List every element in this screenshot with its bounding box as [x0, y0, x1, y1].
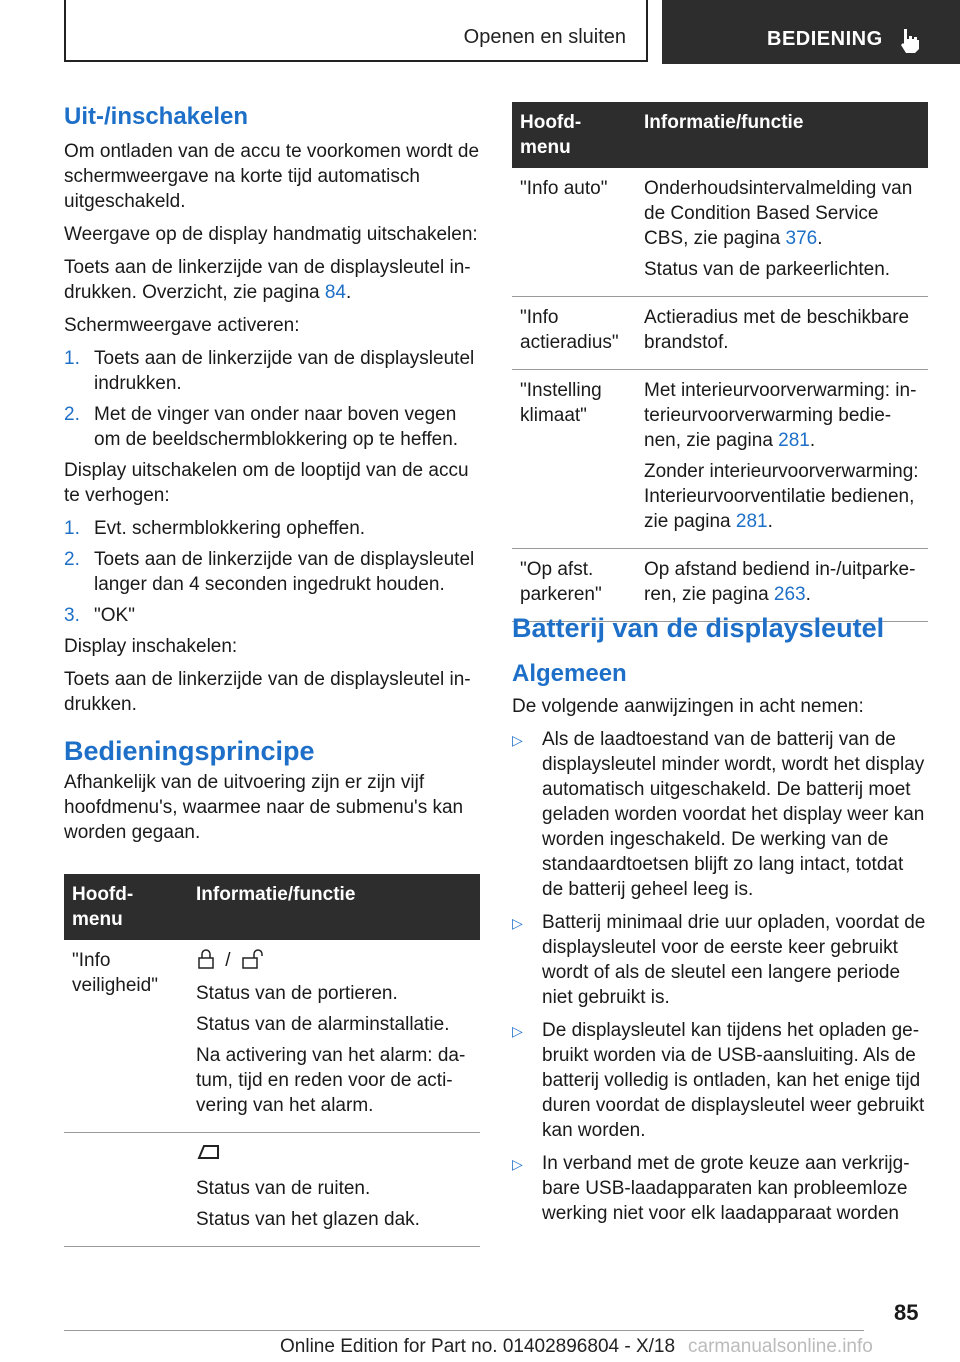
- list-item: ▷ Als de laadtoestand van de batterij van de displaysleutel minder wordt, wordt het display automatisch uitgeschakeld. De batterij moet geladen worden voordat het display weer kan worden ingeschakeld. De werking van de standaardtoetsen blijft zo lang intact, totdat de batterij geheel leeg is.: [512, 729, 925, 900]
- table-header-menu: Hoofd-menu: [64, 874, 188, 940]
- table-row: [64, 1133, 480, 1247]
- window-icon: [196, 1141, 222, 1161]
- info-cell: Status van de ruiten. Status van het glazen dak.: [188, 1133, 480, 1247]
- paragraph: Display inschakelen:: [64, 636, 238, 657]
- triangle-bullet-icon: ▷: [512, 732, 523, 748]
- heading-batterij: Batterij van de displaysleutel: [512, 613, 885, 643]
- menu-cell: "Info veiligheid": [64, 940, 188, 1133]
- paragraph: Afhankelijk van de uitvoering zijn er zijn vijf hoofdmenu's, waarmee naar de submenu's kan worden gegaan.: [64, 772, 464, 843]
- menu-cell: "Info auto": [512, 168, 636, 297]
- table-row: [512, 370, 928, 549]
- table-header-menu: Hoofd-menu: [512, 102, 636, 168]
- list-item: 3. "OK": [64, 605, 135, 626]
- page-number: 85: [894, 1300, 919, 1325]
- watermark: carmanualsonline.info: [688, 1336, 873, 1357]
- menu-cell: "Instelling klimaat": [512, 370, 636, 549]
- list-item: ▷ In verband met de grote keuze aan verkrijg-bare USB-laadapparaten kan probleemloze werking niet voor elk laadapparaat worden: [512, 1153, 910, 1224]
- paragraph: Display uitschakelen om de looptijd van de accu te verhogen:: [64, 460, 469, 506]
- table-row: [512, 297, 928, 370]
- page-link-281[interactable]: 281: [778, 430, 810, 451]
- paragraph: Toets aan de linkerzijde van de displaysleutel in-drukken.: [64, 669, 471, 715]
- page-link-376[interactable]: 376: [785, 228, 818, 249]
- footer-divider: [64, 1330, 864, 1331]
- info-cell: Onderhoudsintervalmelding van de Condition Based Service CBS, zie pagina 376. Status van de parkeerlichten.: [636, 168, 928, 297]
- hand-pointer-icon: [898, 27, 922, 53]
- menu-cell: "Info actieradius": [512, 297, 636, 370]
- paragraph: De volgende aanwijzingen in acht nemen:: [512, 696, 864, 717]
- lock-closed-icon: [196, 949, 216, 969]
- heading-bedieningsprincipe: Bedieningsprincipe: [64, 736, 315, 766]
- paragraph: Om ontladen van de accu te voorkomen wordt de schermweergave na korte tijd automatisch uitgeschakeld.: [64, 141, 480, 212]
- table-row: [512, 168, 928, 297]
- list-item: 1. Evt. schermblokkering opheffen.: [64, 518, 366, 539]
- header-chapter-box: [662, 0, 960, 64]
- triangle-bullet-icon: ▷: [512, 1156, 523, 1172]
- menu-cell: "Op afst. parkeren": [512, 549, 636, 622]
- header-section-box: [64, 0, 648, 62]
- table-row: [512, 549, 928, 622]
- table-header-info: Informatie/functie: [636, 102, 928, 168]
- list-item: ▷ De displaysleutel kan tijdens het opladen ge-bruikt worden via de USB-aansluiting. Als de batterij volledig is ontladen, kan het enige tijd duren voordat de displaysleutel weer gebruikt kan worden.: [512, 1020, 925, 1141]
- menu-cell: [64, 1133, 188, 1247]
- paragraph: Toets aan de linkerzijde van de displaysleutel in-drukken. Overzicht, zie pagina 84.: [64, 257, 471, 303]
- left-column: [64, 104, 480, 853]
- paragraph: Schermweergave activeren:: [64, 315, 300, 336]
- left-menu-table: [64, 874, 480, 1247]
- triangle-bullet-icon: ▷: [512, 1023, 523, 1039]
- numbered-list: [64, 516, 480, 628]
- right-column: [512, 613, 928, 1234]
- list-item: 1. Toets aan de linkerzijde van de displaysleutel indrukken.: [64, 348, 475, 394]
- right-menu-table: [512, 102, 928, 622]
- heading-uit-inschakelen: Uit-/inschakelen: [64, 103, 249, 130]
- table-row: [64, 940, 480, 1133]
- info-cell: Actieradius met de beschikbare brandstof.: [636, 297, 928, 370]
- chapter-title: BEDIENING: [767, 28, 883, 50]
- triangle-bullet-icon: ▷: [512, 915, 523, 931]
- table-header-info: Informatie/functie: [188, 874, 480, 940]
- page-link-281[interactable]: 281: [735, 511, 768, 532]
- paragraph: Weergave op de display handmatig uitschakelen:: [64, 224, 478, 245]
- page-link-263[interactable]: 263: [773, 584, 806, 605]
- numbered-list: [64, 346, 480, 452]
- page-link-84[interactable]: 84: [324, 282, 346, 303]
- list-item: ▷ Batterij minimaal drie uur opladen, voordat de displaysleutel voor de eerste keer gebruikt wordt of als de sleutel een langere periode niet gebruikt is.: [512, 912, 926, 1008]
- info-cell: Met interieurvoorverwarming: in-terieurvoorverwarming bedie-nen, zie pagina 281. Zonder interieurvoorverwarming: Interieurvoorventilatie bedienen, zie pagina 281.: [636, 370, 928, 549]
- info-cell: Op afstand bediend in-/uitparke-ren, zie pagina 263.: [636, 549, 928, 622]
- list-item: 2. Met de vinger van onder naar boven vegen om de beeldschermblokkering op te heffen.: [64, 404, 459, 450]
- lock-open-icon: [240, 949, 270, 969]
- info-cell: / Status van de portieren. Status van de alarminstallatie. Na activering van het alarm: da-tum, tijd en reden voor de acti-vering van het alarm.: [188, 940, 480, 1133]
- section-title: Openen en sluiten: [463, 26, 626, 48]
- bullet-list: [512, 727, 928, 1226]
- edition-text: Online Edition for Part no. 01402896804 - X/18: [280, 1336, 676, 1357]
- list-item: 2. Toets aan de linkerzijde van de displaysleutel langer dan 4 seconden ingedrukt houden.: [64, 549, 475, 595]
- heading-algemeen: Algemeen: [512, 660, 627, 687]
